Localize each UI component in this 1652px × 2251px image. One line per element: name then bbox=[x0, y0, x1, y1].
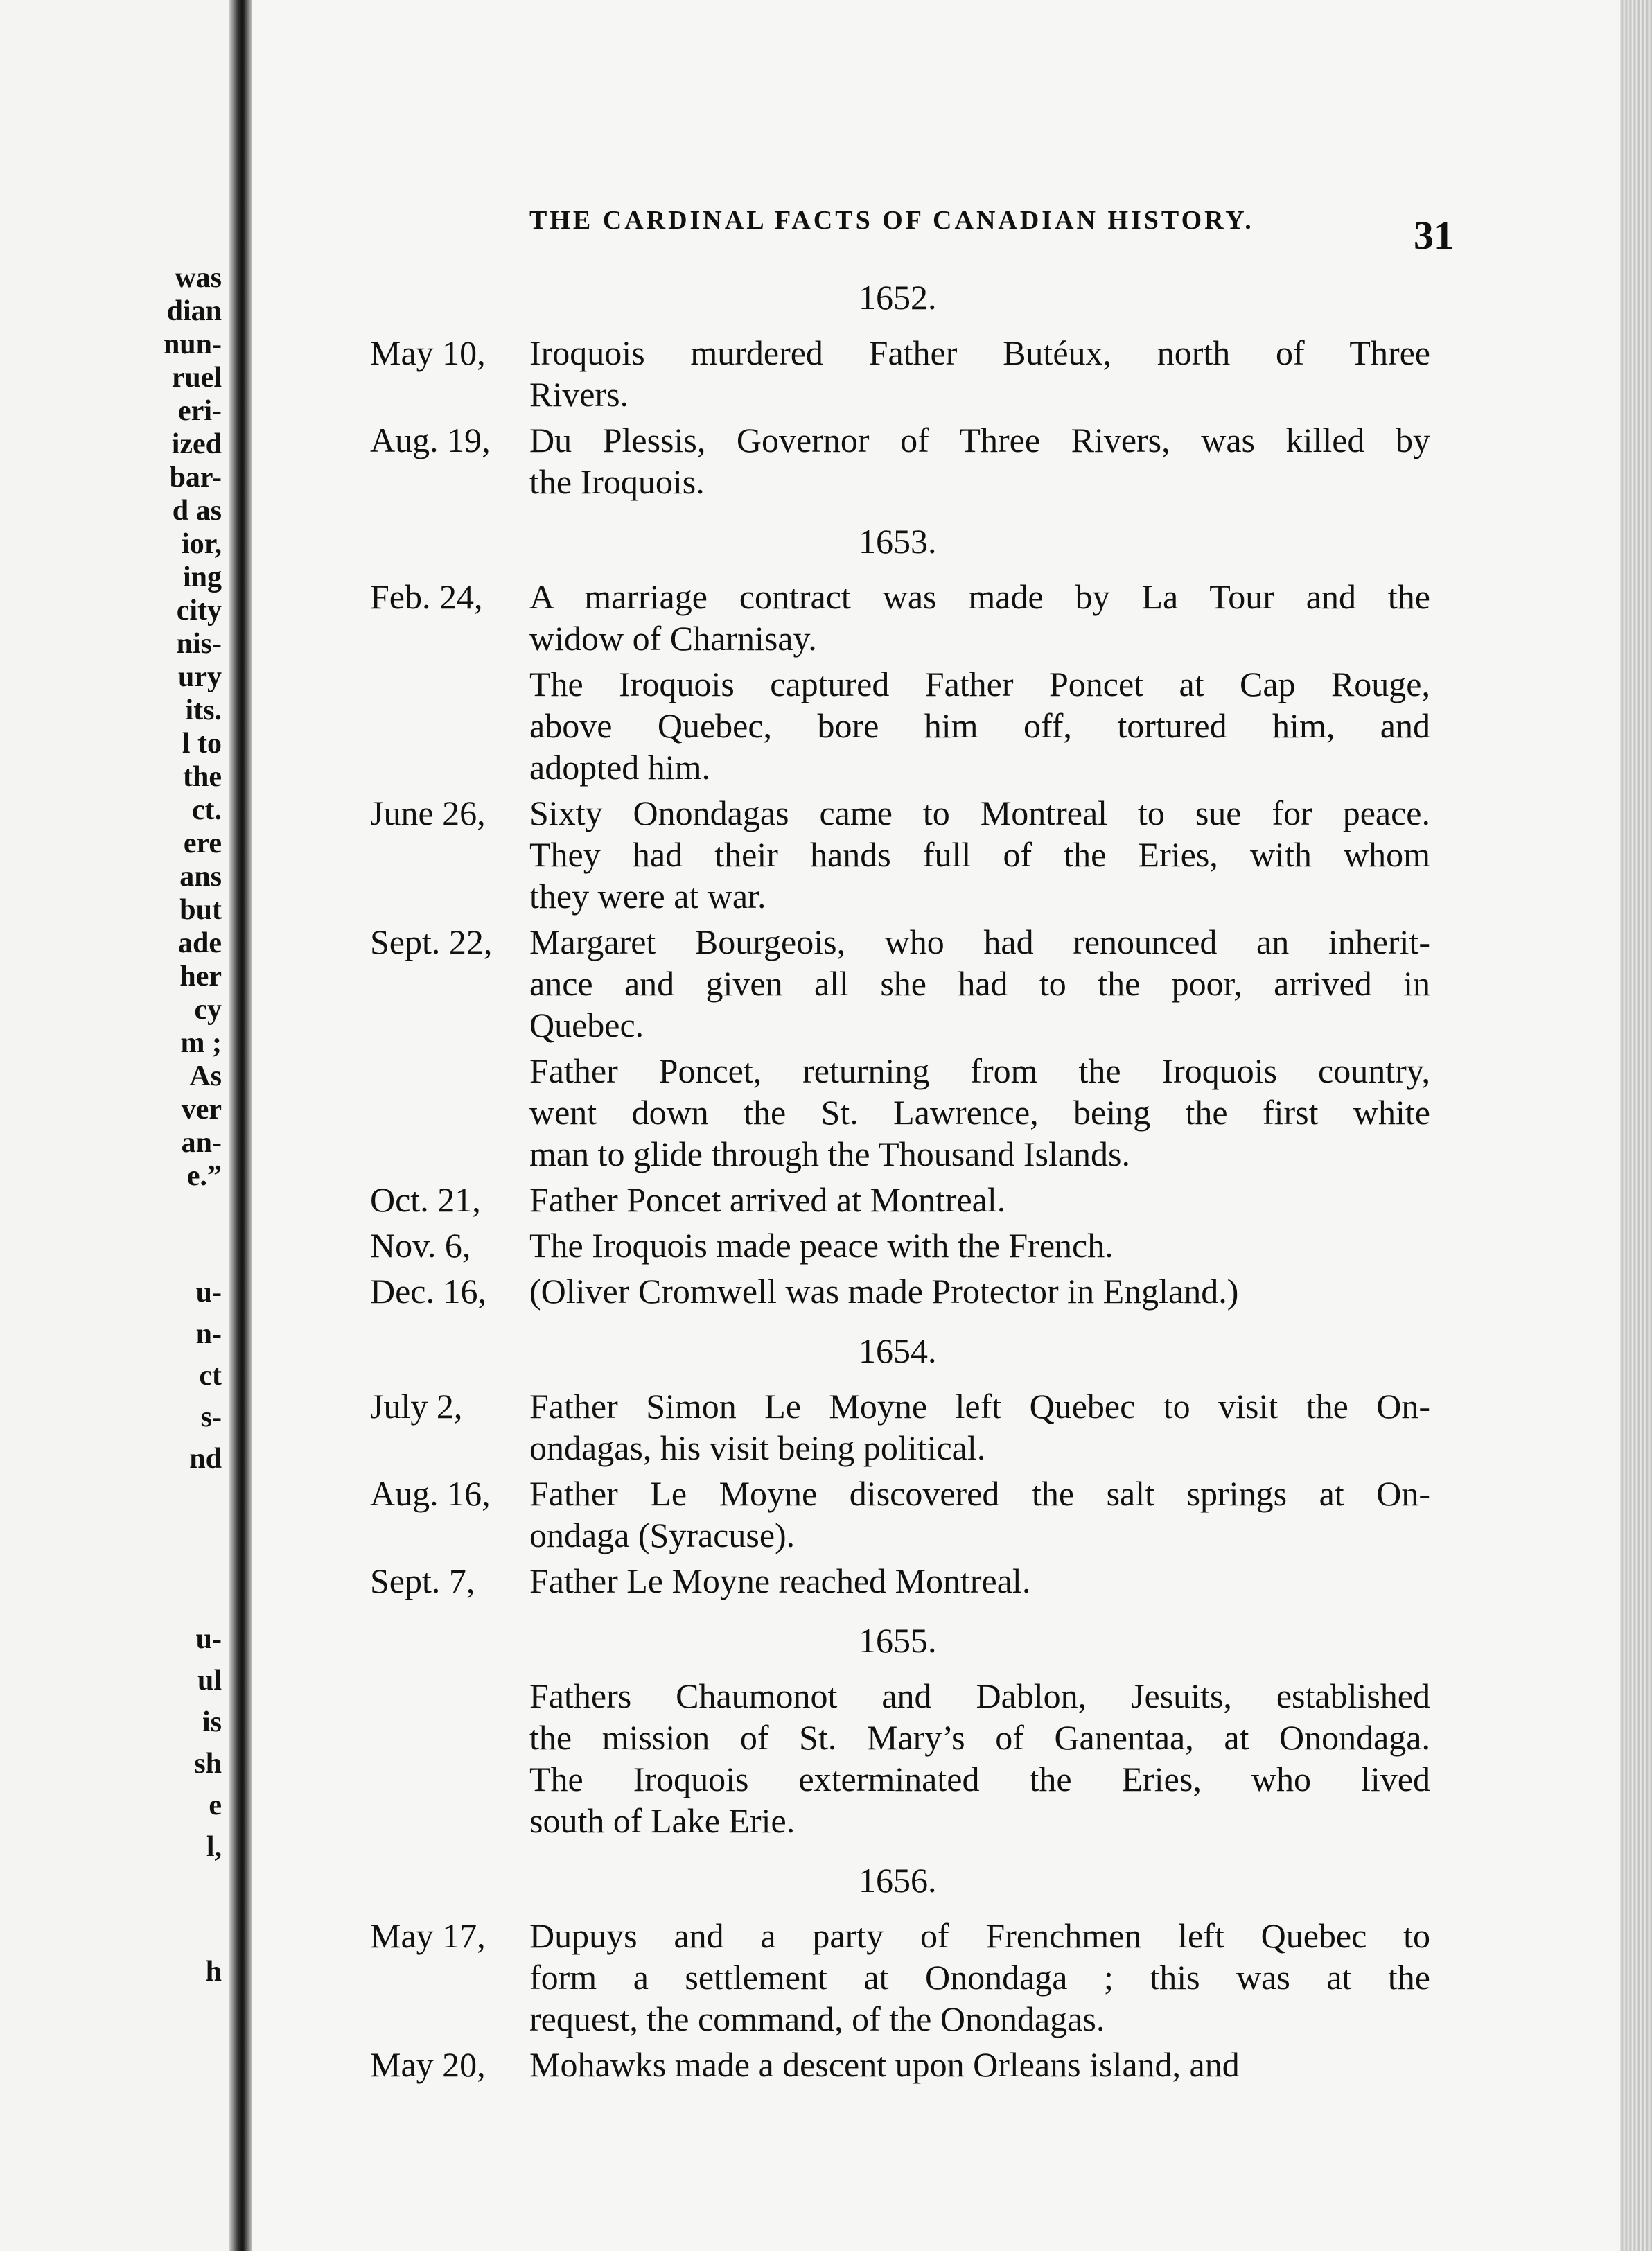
entry-text-line: the mission of St. Mary’s of Ganentaa, at Onondaga. bbox=[529, 1718, 1430, 1757]
entry-text-line: request, the command, of the Onondagas. bbox=[529, 1999, 1105, 2038]
facing-page-fragment: u- bbox=[195, 1623, 222, 1655]
facing-page-fragment: ver bbox=[181, 1094, 222, 1126]
facing-page-fragment: As bbox=[189, 1060, 222, 1092]
facing-page-fragment: ct. bbox=[191, 794, 222, 826]
facing-page-fragment: bar- bbox=[169, 462, 222, 493]
facing-page-fragment: e.” bbox=[186, 1160, 222, 1192]
facing-page-fragment: ury bbox=[178, 661, 222, 693]
page-edges bbox=[1620, 0, 1652, 2251]
year-heading: 1654. bbox=[859, 1331, 937, 1370]
year-heading: 1653. bbox=[859, 522, 937, 561]
facing-page-fragment: l to bbox=[182, 728, 222, 760]
entry-text-line: form a settlement at Onondaga ; this was at the bbox=[529, 1958, 1430, 1997]
facing-page-fragment: n- bbox=[195, 1318, 222, 1350]
entry-text-line: adopted him. bbox=[529, 748, 711, 787]
facing-page-fragment: an- bbox=[181, 1127, 222, 1159]
entry-text-line: widow of Charnisay. bbox=[529, 619, 817, 658]
entry-date: Aug. 19, bbox=[370, 421, 491, 459]
entry-text-line: Mohawks made a descent upon Orleans island, and bbox=[529, 2045, 1240, 2084]
year-heading: 1655. bbox=[859, 1621, 937, 1660]
facing-page-fragment: is bbox=[202, 1706, 222, 1738]
facing-page-fragment: sh bbox=[194, 1748, 222, 1780]
entry-text-line: Dupuys and a party of Frenchmen left Quebec to bbox=[529, 1916, 1430, 1955]
facing-page-fragment: l, bbox=[206, 1831, 222, 1863]
facing-page-fragment: ct bbox=[199, 1360, 222, 1392]
facing-page-fragment: ing bbox=[182, 561, 222, 593]
entry-date: Sept. 22, bbox=[370, 922, 493, 961]
entry-date: Sept. 7, bbox=[370, 1561, 475, 1600]
entry-text-line: Father Le Moyne discovered the salt springs at On- bbox=[529, 1474, 1430, 1513]
facing-page-fragment: e bbox=[209, 1789, 222, 1821]
entry-date: Feb. 24, bbox=[370, 577, 483, 616]
entry-text-line: Sixty Onondagas came to Montreal to sue for peace. bbox=[529, 794, 1430, 832]
book-gutter bbox=[229, 0, 252, 2251]
facing-page-fragment: ul bbox=[197, 1665, 222, 1697]
facing-page-fragment: its. bbox=[185, 694, 222, 726]
facing-page-fragment: her bbox=[179, 961, 222, 992]
entry-date: June 26, bbox=[370, 794, 486, 832]
running-head: THE CARDINAL FACTS OF CANADIAN HISTORY. bbox=[529, 206, 1254, 235]
entry-date: Aug. 16, bbox=[370, 1474, 491, 1513]
entry-date: Nov. 6, bbox=[370, 1226, 471, 1265]
facing-page-fragment: was bbox=[175, 262, 222, 294]
facing-page-fragment: ized bbox=[171, 428, 222, 460]
entry-date: July 2, bbox=[370, 1387, 463, 1426]
entry-text-line: The Iroquois captured Father Poncet at Cap Rouge, bbox=[529, 665, 1430, 703]
entry-text-line: above Quebec, bore him off, tortured him, and bbox=[529, 706, 1430, 745]
entry-date: May 10, bbox=[370, 333, 486, 372]
facing-page-fragment: but bbox=[179, 894, 222, 926]
year-heading: 1656. bbox=[859, 1861, 937, 1900]
facing-page-fragment: dian bbox=[166, 295, 222, 327]
entry-text-line: Rivers. bbox=[529, 375, 629, 414]
facing-page-fragment: m ; bbox=[180, 1027, 222, 1059]
entry-text-line: south of Lake Erie. bbox=[529, 1801, 796, 1840]
entry-text-line: went down the St. Lawrence, being the first white bbox=[529, 1093, 1430, 1132]
entry-text-line: They had their hands full of the Eries, with whom bbox=[529, 835, 1430, 874]
facing-page-fragment: ans bbox=[179, 861, 222, 893]
entry-date: Dec. 16, bbox=[370, 1272, 486, 1311]
entry-text-line: the Iroquois. bbox=[529, 462, 705, 501]
entry-text-line: Father Poncet arrived at Montreal. bbox=[529, 1180, 1006, 1219]
facing-page-fragment: ruel bbox=[171, 362, 222, 394]
entry-text-line: Father Simon Le Moyne left Quebec to visit the On- bbox=[529, 1387, 1430, 1426]
facing-page-fragment: eri- bbox=[178, 395, 222, 427]
page-number: 31 bbox=[1414, 213, 1454, 258]
entry-date: May 17, bbox=[370, 1916, 486, 1955]
facing-page-fragment: s- bbox=[200, 1401, 222, 1433]
entry-text-line: Fathers Chaumonot and Dablon, Jesuits, established bbox=[529, 1676, 1430, 1715]
facing-page-fragment: nun- bbox=[163, 329, 222, 360]
facing-page-fragment: cy bbox=[194, 994, 222, 1026]
facing-page-fragment: nis- bbox=[176, 628, 222, 660]
facing-page-fragment: h bbox=[205, 1956, 222, 1988]
entry-text-line: ondagas, his visit being political. bbox=[529, 1428, 986, 1467]
facing-page-fragment: ade bbox=[178, 927, 222, 959]
entry-text-line: The Iroquois exterminated the Eries, who lived bbox=[529, 1760, 1430, 1798]
entry-text-line: they were at war. bbox=[529, 877, 766, 916]
entry-text-line: Father Le Moyne reached Montreal. bbox=[529, 1561, 1031, 1600]
entry-text-line: (Oliver Cromwell was made Protector in England.) bbox=[529, 1272, 1239, 1311]
entry-date: Oct. 21, bbox=[370, 1180, 481, 1219]
facing-page-fragment: city bbox=[176, 595, 222, 627]
entry-text-line: ondaga (Syracuse). bbox=[529, 1516, 796, 1554]
facing-page-fragment: ere bbox=[183, 827, 222, 859]
facing-page-fragment: u- bbox=[195, 1277, 222, 1308]
entry-text-line: The Iroquois made peace with the French. bbox=[529, 1226, 1114, 1265]
entry-text-line: Iroquois murdered Father Butéux, north of Three bbox=[529, 333, 1430, 372]
facing-page-fragment: the bbox=[183, 761, 222, 793]
facing-page-fragment: nd bbox=[189, 1443, 222, 1475]
entry-text-line: Father Poncet, returning from the Iroquois country, bbox=[529, 1051, 1430, 1090]
year-heading: 1652. bbox=[859, 278, 937, 317]
entry-text-line: Du Plessis, Governor of Three Rivers, was killed by bbox=[529, 421, 1430, 459]
book-page bbox=[252, 0, 1620, 2251]
entry-date: May 20, bbox=[370, 2045, 486, 2084]
facing-page-fragment: d as bbox=[172, 495, 222, 527]
entry-text-line: Margaret Bourgeois, who had renounced an inherit- bbox=[529, 922, 1430, 961]
entry-text-line: Quebec. bbox=[529, 1006, 644, 1044]
entry-text-line: ance and given all she had to the poor, arrived in bbox=[529, 964, 1430, 1003]
facing-page-fragment: ior, bbox=[182, 528, 222, 560]
entry-text-line: A marriage contract was made by La Tour and the bbox=[529, 577, 1430, 616]
entry-text-line: man to glide through the Thousand Islands. bbox=[529, 1135, 1131, 1173]
facing-page-strip bbox=[0, 0, 229, 2251]
